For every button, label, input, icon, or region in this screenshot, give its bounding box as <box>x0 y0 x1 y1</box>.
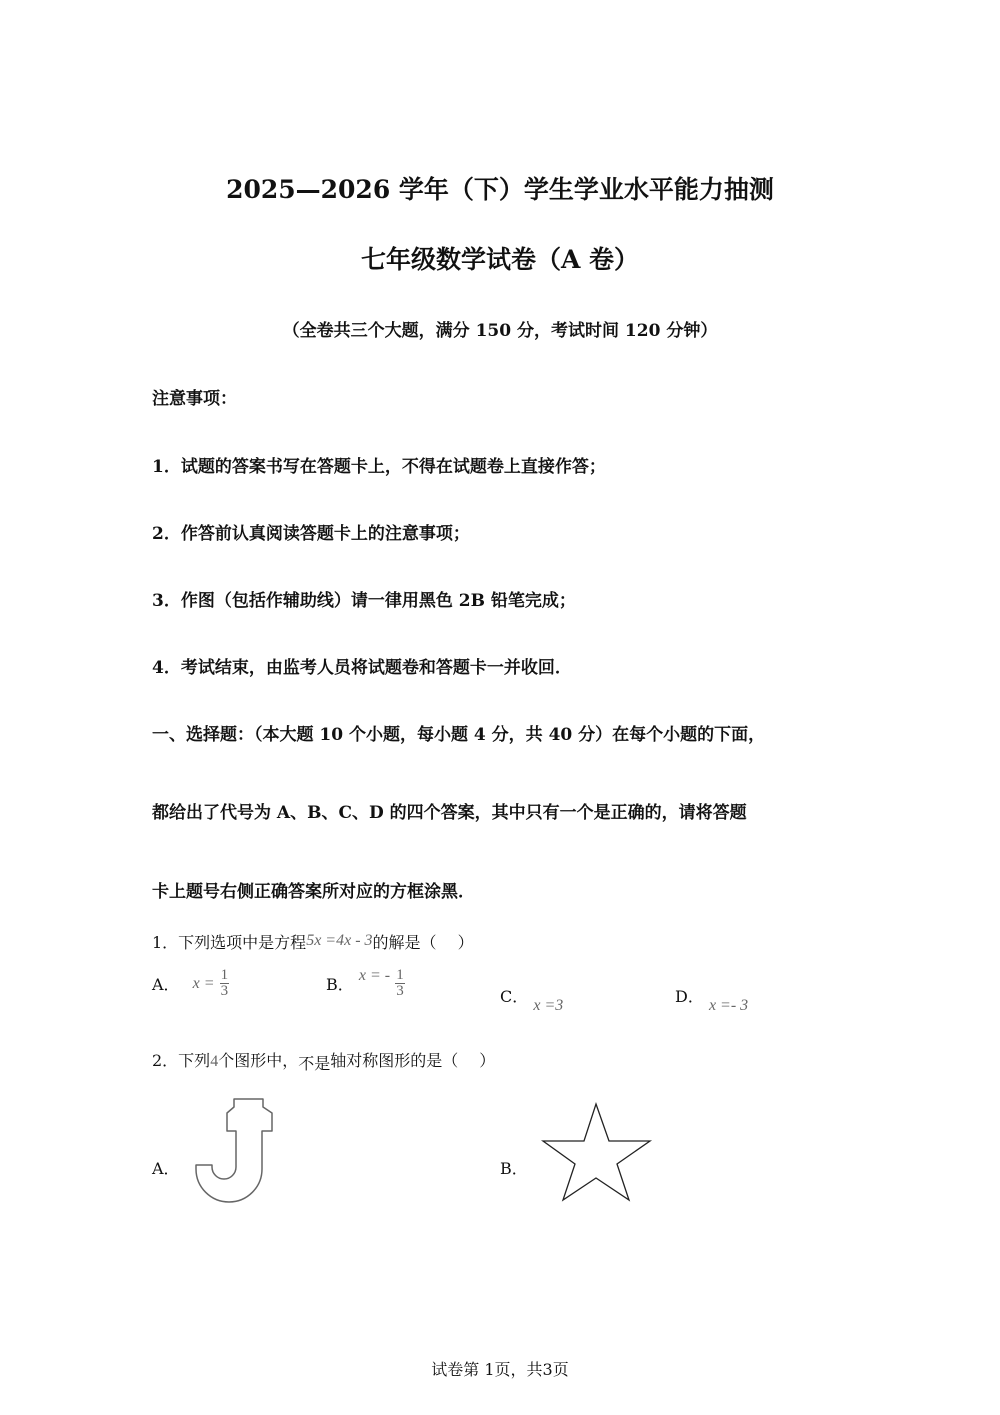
q1-option-a-label: A． <box>152 975 180 994</box>
notice-item-4: 4．考试结束，由监考人员将试题卷和答题卡一并收回． <box>152 658 572 678</box>
q1-option-b-label: B． <box>326 975 354 994</box>
exam-subtitle: 七年级数学试卷（A 卷） <box>360 245 640 274</box>
question-1 <box>152 930 474 953</box>
notice-heading: 注意事项： <box>152 389 237 409</box>
q1-option-b-lhs: x = - <box>358 966 391 984</box>
q1-option-b-num: 1 <box>396 967 404 983</box>
page-footer: 试卷第 1页，共3页 <box>431 1360 569 1379</box>
q1-option-b-den: 3 <box>396 983 404 999</box>
question-2-suffix: 轴对称图形的是（ ） <box>330 1051 496 1070</box>
question-2-count: 4 <box>210 1053 219 1070</box>
notice-item-1: 1．试题的答案书写在答题卡上，不得在试题卷上直接作答； <box>152 457 606 477</box>
notice-item-3: 3．作图（包括作辅助线）请一律用黑色 2B 铅笔完成； <box>152 591 576 611</box>
question-2 <box>152 1048 495 1071</box>
q1-option-d <box>675 984 749 1014</box>
q1-option-a-fraction <box>220 968 230 999</box>
q1-option-d-expr: x =- 3 <box>708 997 749 1014</box>
section1-line-2: 都给出了代号为 A、B、C、D 的四个答案，其中只有一个是正确的，请将答题 <box>152 803 747 823</box>
question-2-prefix: 2．下列 <box>152 1051 211 1070</box>
question-1-prefix: 1．下列选项中是方程 <box>152 933 307 952</box>
section1-line-3: 卡上题号右侧正确答案所对应的方框涂黑． <box>152 882 475 902</box>
question-1-suffix: 的解是（ ） <box>372 933 474 952</box>
section1-line-1: 一、选择题：（本大题 10 个小题，每小题 4 分，共 40 分）在每个小题的下面， <box>152 725 766 745</box>
q1-option-a-lhs: x = <box>192 974 215 992</box>
q1-option-a-num: 1 <box>220 967 229 983</box>
q2-option-a-label: A． <box>152 1159 180 1178</box>
star-outline-icon <box>540 1100 655 1205</box>
q1-option-b <box>326 968 405 999</box>
q1-option-b-fraction <box>395 968 405 999</box>
exam-info: （全卷共三个大题，满分 150 分，考试时间 120 分钟） <box>282 321 718 341</box>
question-2-middle: 个图形中， <box>218 1051 299 1070</box>
q1-option-c-label: C． <box>500 987 529 1006</box>
question-2-emph: 不是 <box>298 1054 331 1073</box>
j-hook-shape-icon <box>190 1095 280 1205</box>
q1-option-c <box>500 984 564 1014</box>
q1-option-c-expr: x =3 <box>533 997 564 1014</box>
notice-item-2: 2．作答前认真阅读答题卡上的注意事项； <box>152 524 470 544</box>
q1-option-a-den: 3 <box>220 983 229 999</box>
question-1-equation: 5x =4x - 3 <box>306 932 373 949</box>
q1-option-d-label: D． <box>675 987 704 1006</box>
q2-option-b-label: B． <box>500 1159 528 1178</box>
exam-title: 2025—2026 学年（下）学生学业水平能力抽测 <box>226 175 774 204</box>
q1-option-a <box>152 968 229 999</box>
